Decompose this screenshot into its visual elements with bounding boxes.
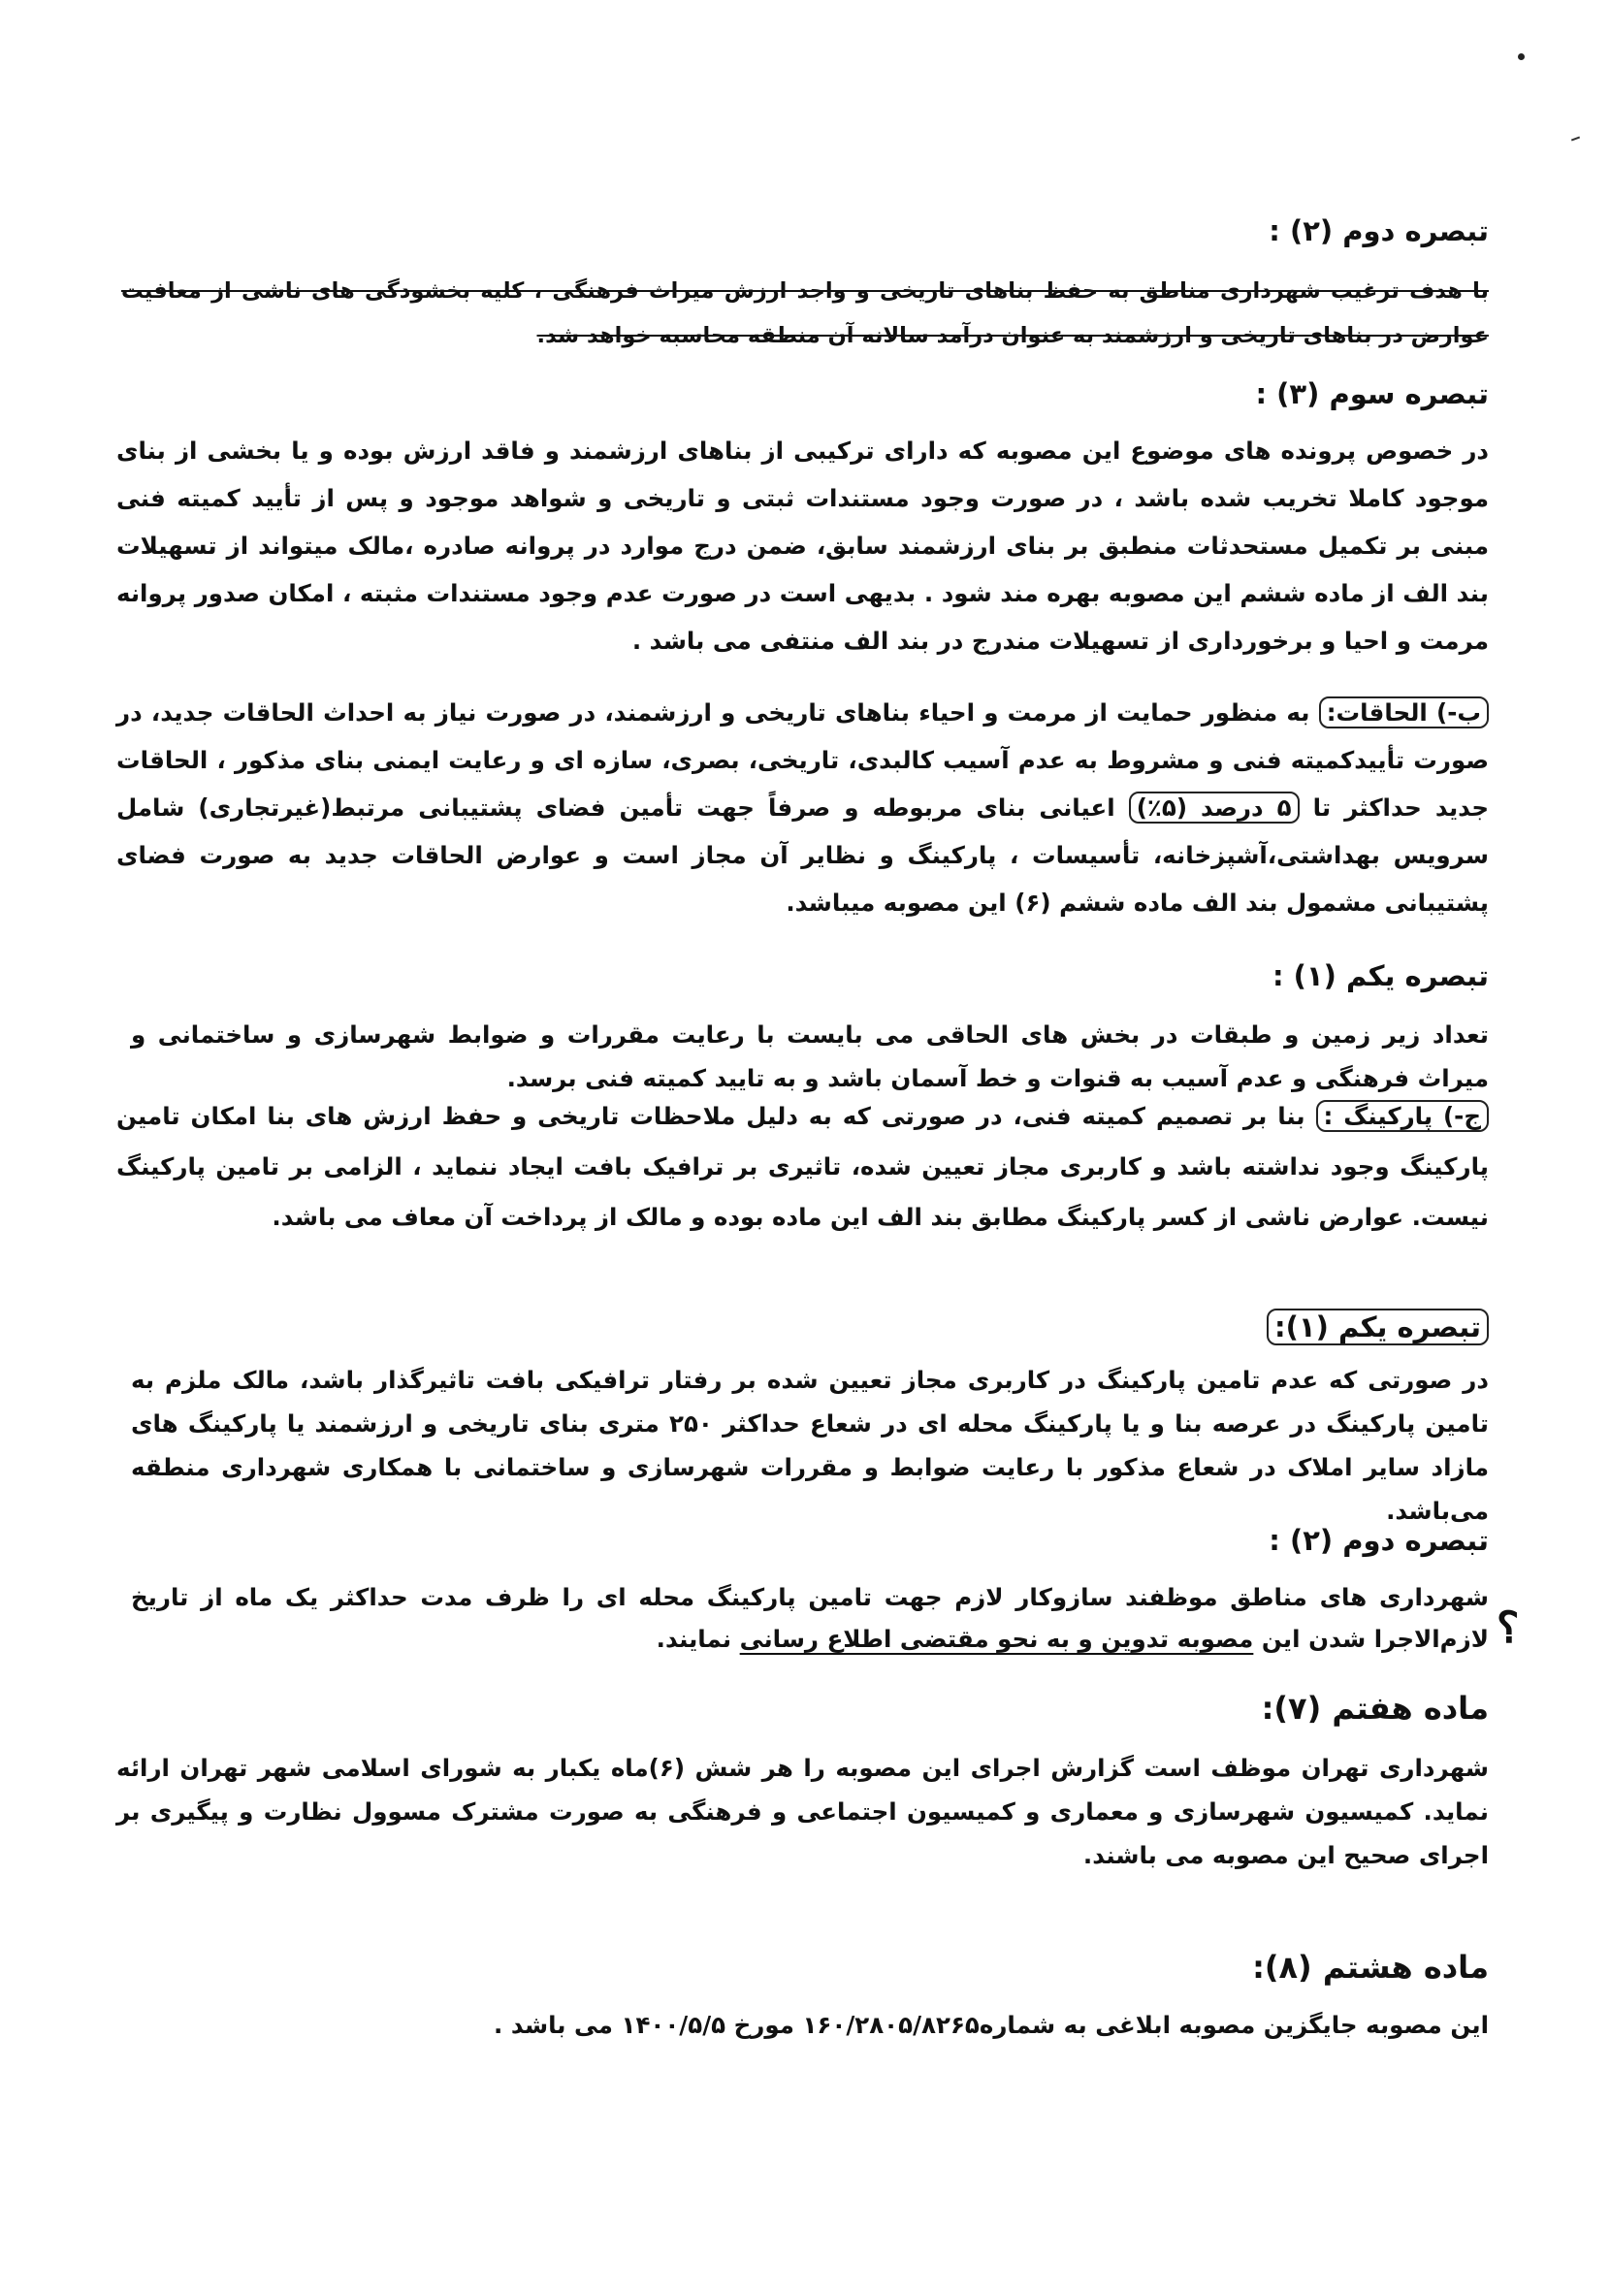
- struck-paragraph: با هدف ترغیب شهرداری مناطق به حفظ بناهای تاریخی و واجد ارزش میراث فرهنگی ، کلیه بخشودگی های ناشی از معافیت عوارض در بناهای تاریخی و ارزشمند به عنوان درآمد سالانه آن منطقه محاسبه خواهد شد.: [121, 278, 1489, 348]
- article-7-paragraph: شهرداری تهران موظف است گزارش اجرای این مصوبه را هر شش (۶)ماه یکبار به شورای اسلامی شهر تهران ارائه نماید. کمیسیون شهرسازی و معماری و کمیسیون اجتماعی و فرهنگی به صورت مشترک مسوول نظارت و پیگیری بر اجرای صحیح این مصوبه می باشند.: [116, 1754, 1489, 1869]
- heading-note-1-b-wrap: [1267, 1310, 1489, 1344]
- scan-speck: [1518, 53, 1525, 60]
- margin-question-mark: ؟: [1497, 1603, 1520, 1653]
- article-8-paragraph: این مصوبه جایگزین مصوبه ابلاغی به شماره۱۶۰/۲۸۰۵/۸۲۶۵ مورخ ۱۴۰۰/۵/۵ می باشد .: [493, 2011, 1489, 2039]
- heading-article-7: ماده هفتم (۷):: [1261, 1690, 1489, 1727]
- note-3-paragraph: در خصوص پرونده های موضوع این مصوبه که دارای ترکیبی از بناهای ارزشمند و فاقد ارزش بوده و یا بخشی از بنای موجود کاملا تخریب شده باشد ، در صورت وجود مستندات ثبتی و تاریخی و شواهد موجود و پس از تأیید کمیته فنی مبنی بر تکمیل مستحدثات منطبق بر بنای ارزشمند سابق، ضمن درج موارد در پروانه صادره ،مالک میتواند از تسهیلات بند الف از ماده ششم این مصوبه بهره مند شود . بدیهی است در صورت عدم وجود مستندات مثبته ، امکان صدور پروانه مرمت و احیا و برخورداری از تسهیلات مندرج در بند الف منتفی می باشد .: [116, 437, 1489, 655]
- heading-note-3: تبصره سوم (۳) :: [1255, 377, 1489, 410]
- heading-note-1-b: تبصره یکم (۱):: [1267, 1309, 1489, 1345]
- note-2-b-text-1: شهرداری های مناطق موظفند سازوکار لازم جهت تامین پارکینگ محله ای را ظرف مدت حداکثر یک ماه از تاریخ لازم‌الاجرا شدن این: [131, 1583, 1489, 1653]
- heading-article-8: ماده هشتم (۸):: [1252, 1949, 1489, 1986]
- section-b-percent: ۵ درصد (۵٪): [1129, 792, 1300, 824]
- section-c-paragraph: [116, 1091, 1489, 1243]
- heading-note-2-a: تبصره دوم (۲) :: [1269, 214, 1489, 247]
- scan-mark: [1571, 137, 1580, 142]
- section-b-label: ب-) الحاقات:: [1319, 696, 1489, 728]
- section-b-text-2: اعیانی بنای مربوطه و صرفاً جهت تأمین فضای پشتیبانی مرتبط(غیرتجاری) شامل سرویس بهداشتی،آشپزخانه، تأسیسات ، پارکینگ و نظایر آن مجاز است و عوارض الحاقات جدید به صورت فضای پشتیبانی مشمول بند الف ماده ششم (۶) این مصوبه میباشد.: [116, 793, 1489, 917]
- note-2-b-paragraph: [131, 1576, 1489, 1660]
- note-1-b-paragraph: در صورتی که عدم تامین پارکینگ در کاربری مجاز تعیین شده بر رفتار ترافیکی بافت تاثیرگذار باشد، مالک ملزم به تامین پارکینگ در عرصه بنا و یا پارکینگ محله ای در شعاع حداکثر ۲۵۰ متری بنای تاریخی و ارزشمند یا پارکینگ های مازاد سایر املاک در شعاع مذکور با رعایت ضوابط و مقررات شهرسازی و ساختمانی با همکاری شهرداری منطقه می‌باشد.: [131, 1366, 1489, 1525]
- section-c-label: ج-) پارکینگ :: [1316, 1100, 1490, 1132]
- section-b-paragraph: [116, 689, 1489, 926]
- note-2-b-underlined-text: مصوبه تدوین و به نحو مقتضی اطلاع رسانی: [739, 1625, 1254, 1653]
- note-1-a-paragraph: تعداد زیر زمین و طبقات در بخش های الحاقی می بایست با رعایت مقررات و ضوابط شهرسازی و ساختمانی و میراث فرهنگی و عدم آسیب به قنوات و خط آسمان باشد و به تایید کمیته فنی برسد.: [131, 1020, 1489, 1092]
- heading-note-2-b: تبصره دوم (۲) :: [1269, 1524, 1489, 1557]
- note-2-b-text-2: نمایند.: [656, 1625, 740, 1653]
- heading-note-1-a: تبصره یکم (۱) :: [1272, 959, 1489, 992]
- section-b-text-1: به منظور حمایت از مرمت و احیاء بناهای تاریخی و ارزشمند، در صورت نیاز به احداث الحاقات جدید، در صورت تأییدکمیته فنی و مشروط به عدم آسیب کالبدی، تاریخی، بصری، سازه ای و رعایت ایمنی بنای مذکور ، الحاقات جدید حداکثر تا: [116, 698, 1489, 822]
- section-c-text: بنا بر تصمیم کمیته فنی، در صورتی که به دلیل ملاحظات تاریخی و حفظ ارزش های بنا امکان تامین پارکینگ وجود نداشته باشد و کاربری مجاز تعیین شده، تاثیری بر ترافیک بافت ایجاد ننماید ، الزامی بر تامین پارکینگ نیست. عوارض ناشی از کسر پارکینگ مطابق بند الف این ماده بوده و مالک از پرداخت آن معاف می باشد.: [116, 1102, 1489, 1231]
